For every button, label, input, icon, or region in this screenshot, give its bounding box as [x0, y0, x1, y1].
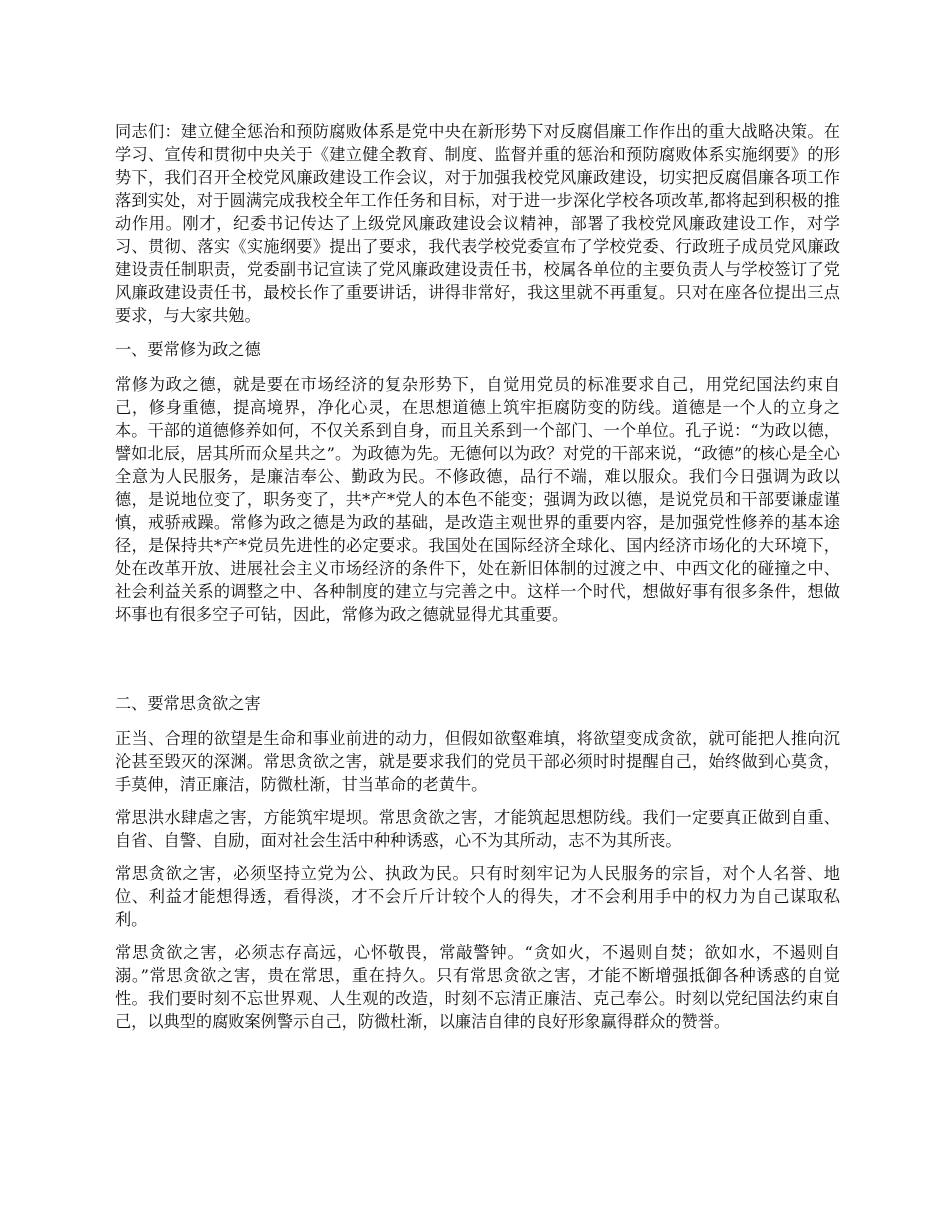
- section-1-heading: 一、要常修为政之德: [115, 340, 261, 359]
- section-2-paragraph: 常思贪欲之害，必须志存高远，心怀敬畏，常敲警钟。“贪如火，不遏则自焚；欲如水，不遏则自溺。”常思贪欲之害，贵在常思，重在持久。只有常思贪欲之害，才能不断增强抵御各种诱惑的自觉性。我们要时刻不忘世界观、人生观的改造，时刻不忘清正廉洁、克己奉公。时刻以党纪国法约束自己，以典型的腐败案例警示自己，防微杜渐，以廉洁自律的良好形象赢得群众的赞誉。: [115, 943, 840, 1031]
- section-2-paragraph: 常思贪欲之害，必须坚持立党为公、执政为民。只有时刻牢记为人民服务的宗旨，对个人名誉、地位、利益才能想得透，看得淡，才不会斤斤计较个人的得失，才不会利用手中的权力为自己谋取私利。: [115, 864, 840, 929]
- section-spacer: [115, 636, 840, 692]
- section-2-paragraph: 常思洪水肆虐之害，方能筑牢堤坝。常思贪欲之害，才能筑起思想防线。我们一定要真正做到自重、自省、自警、自励，面对社会生活中种种诱惑，心不为其所动，志不为其所丧。: [115, 808, 840, 850]
- section-2-paragraph: 正当、合理的欲望是生命和事业前进的动力，但假如欲壑难填，将欲望变成贪欲，就可能把人推向沉沦甚至毁灭的深渊。常思贪欲之害，就是要求我们的党员干部必须时时提醒自己，始终做到心莫贪，手莫伸，清正廉洁，防微杜渐，甘当革命的老黄牛。: [115, 729, 840, 794]
- intro-paragraph: 同志们：建立健全惩治和预防腐败体系是党中央在新形势下对反腐倡廉工作作出的重大战略决策。在学习、宣传和贯彻中央关于《建立健全教育、制度、监督并重的惩治和预防腐败体系实施纲要》的形势下，我们召开全校党风廉政建设工作会议，对于加强我校党风廉政建设，切实把反腐倡廉各项工作落到实处，对于圆满完成我校全年工作任务和目标，对于进一步深化学校各项改革,都将起到积极的推动作用。刚才，纪委书记传达了上级党风廉政建设会议精神，部署了我校党风廉政建设工作，对学习、贯彻、落实《实施纲要》提出了要求，我代表学校党委宣布了学校党委、行政班子成员党风廉政建设责任制职责，党委副书记宣读了党风廉政建设责任书，校属各单位的主要负责人与学校签订了党风廉政建设责任书，最校长作了重要讲话，讲得非常好，我这里就不再重复。只对在座各位提出三点要求，与大家共勉。: [115, 122, 840, 325]
- section-1-paragraph: 常修为政之德，就是要在市场经济的复杂形势下，自觉用党员的标准要求自己，用党纪国法约束自己，修身重德，提高境界，净化心灵，在思想道德上筑牢拒腐防变的防线。道德是一个人的立身之本。干部的道德修养如何，不仅关系到自身，而且关系到一个部门、一个单位。孔子说：“为政以德，譬如北辰，居其所而众星共之”。为政德为先。无德何以为政？对党的干部来说，“政德”的核心是全心全意为人民服务，是廉洁奉公、勤政为民。不修政德，品行不端，难以服众。我们今日强调为政以德，是说地位变了，职务变了，共*产*党人的本色不能变；强调为政以德，是说党员和干部要谦虚谨慎，戒骄戒躁。常修为政之德是为政的基础，是改造主观世界的重要内容，是加强党性修养的基本途径，是保持共*产*党员先进性的必定要求。我国处在国际经济全球化、国内经济市场化的大环境下，处在改革开放、进展社会主义市场经济的条件下，处在新旧体制的过渡之中、中西文化的碰撞之中、社会利益关系的调整之中、各种制度的建立与完善之中。这样一个时代，想做好事有很多条件，想做坏事也有很多空子可钻，因此，常修为政之德就显得尤其重要。: [115, 375, 840, 624]
- section-2-heading: 二、要常思贪欲之害: [115, 694, 261, 713]
- document-body: [115, 120, 840, 1043]
